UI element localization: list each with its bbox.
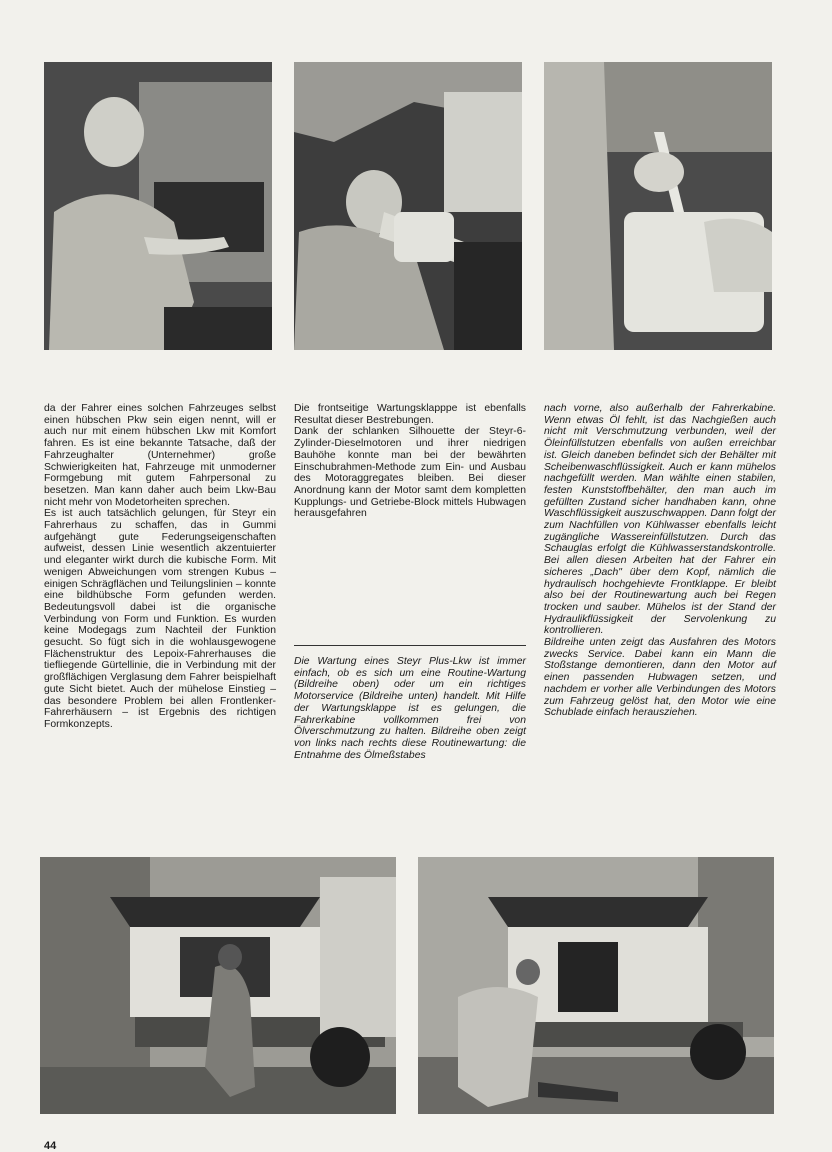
caption-divider	[294, 645, 526, 646]
body-paragraph: nach vorne, also außerhalb der Fahrerkabine. Wenn etwas Öl fehlt, ist das Nachgießen auch nicht mit Verschmutzung verbunden, weil der Öleinfüllstutzen ebenfalls von außen erreichbar ist. Gleich daneben befindet sich der Behälter mit Scheibenwaschflüssigkeit. Auch er kann mühelos nachgefüllt werden. Man wählte einen stabilen, festen Kunststoffbehälter, den man auch im gefüllten Zustand sicher handhaben kann, ohne Waschflüssigkeit auszuschwappen. Dann folgt der zum Nachfüllen von Kühlwasser ebenfalls leicht zugängliche Wassereinfüllstutzen. Durch das Schauglas erfolgt die Kühlwasserstandskontrolle. Bei allen diesen Arbeiten hat der Fahrer ein sicheres „Dach" über dem Kopf, nämlich die hydraulisch hochgehievte Frontklappe. Er bleibt also bei der Routinewartung auch bei Regen trocken und sauber. Mühelos ist der Stand der Hydraulikflüssigkeit der Servolenkung zu kontrollieren.	[544, 403, 776, 637]
photo-mechanic-checking-oil	[44, 62, 272, 350]
body-column-middle	[294, 403, 526, 520]
photo-caption	[294, 656, 526, 761]
photo-truck-engine-pulled	[418, 857, 774, 1114]
body-paragraph: Bildreihe unten zeigt das Ausfahren des Motors zwecks Service. Dabei kann ein Mann die Stoßstange demontieren, dann den Motor auf einen passenden Hubwagen setzen, und nachdem er vorher alle Verbindungen des Motors zum Fahrzeug gelöst hat, den Motor wie eine Schublade einfach herausziehen.	[544, 637, 776, 719]
photo-truck-jack-positioned	[40, 857, 396, 1114]
body-paragraph: Die frontseitige Wartungsklapppe ist ebenfalls Resultat dieser Bestrebungen.	[294, 403, 526, 426]
body-column-left	[44, 403, 276, 731]
body-paragraph: Es ist auch tatsächlich gelungen, für Steyr ein Fahrerhaus zu schaffen, das in Gummi aufgehängt gute Federungseigenschaften aufweist, dessen Linie wesentlich akzentuierter und eleganter wirkt durch die kubische Form. Mit wenigen Abweichungen vom strengen Kubus – einigen Schrägflächen und Teilungslinien – konnte eine bildhübsche Form gefunden werden. Bedeutungsvoll dabei ist die organische Verbindung von Form und Funktion. Es wurden keine Modegags zum Nachteil der Funktion gesucht. So fügt sich in die wohlausgewogene Flächenstruktur des Lepoix-Fahrerhauses die tiefliegende Gürtellinie, die in Verbindung mit der großflächigen Verglasung dem Fahrer beispielhaft gute Sicht bietet. Auch der mühelose Einstieg – das besondere Problem bei allen Frontlenker-Fahrerhäusern – ist Ergebnis des richtigen Formkonzepts.	[44, 508, 276, 730]
body-column-right	[544, 403, 776, 719]
photo-washer-fluid-tank	[544, 62, 772, 350]
body-paragraph: Dank der schlanken Silhouette der Steyr-6-Zylinder-Dieselmotoren und ihrer niedrigen Bauhöhe konnte man bei der bewährten Einschubrahmen-Methode zum Ein- und Ausbau des Motoraggregates bleiben. Bei dieser Anordnung kann der Motor samt dem kompletten Kupplungs- und Getriebe-Block mittels Hubwagen herausgefahren	[294, 426, 526, 520]
page-number: 44	[44, 1140, 57, 1152]
body-paragraph: da der Fahrer eines solchen Fahrzeuges selbst einen hübschen Pkw sein eigen nennt, will er auch nur mit einem hübschen Lkw mit Komfort fahren. Es ist eine bekannte Tatsache, daß der Fahrzeughalter (Unternehmer) große Schwierigkeiten hat, Fahrzeuge mit unmoderner Formgebung mit gutem Fahrpersonal zu besetzen. Man kann daher auch beim Lkw-Bau nicht mehr von Modetorheiten sprechen.	[44, 403, 276, 508]
photo-mechanic-filling-radiator	[294, 62, 522, 350]
caption-text: Die Wartung eines Steyr Plus-Lkw ist immer einfach, ob es sich um eine Routine-Wartung (Bildreihe oben) oder um ein richtiges Motorservice (Bildreihe unten) handelt. Mit Hilfe der Wartungsklappe ist es gelungen, die Fahrerkabine vollkommen frei von Ölverschmutzung zu halten. Bildreihe oben zeigt von links nach rechts diese Routinewartung: die Entnahme des Ölmeßstabes	[294, 656, 526, 761]
